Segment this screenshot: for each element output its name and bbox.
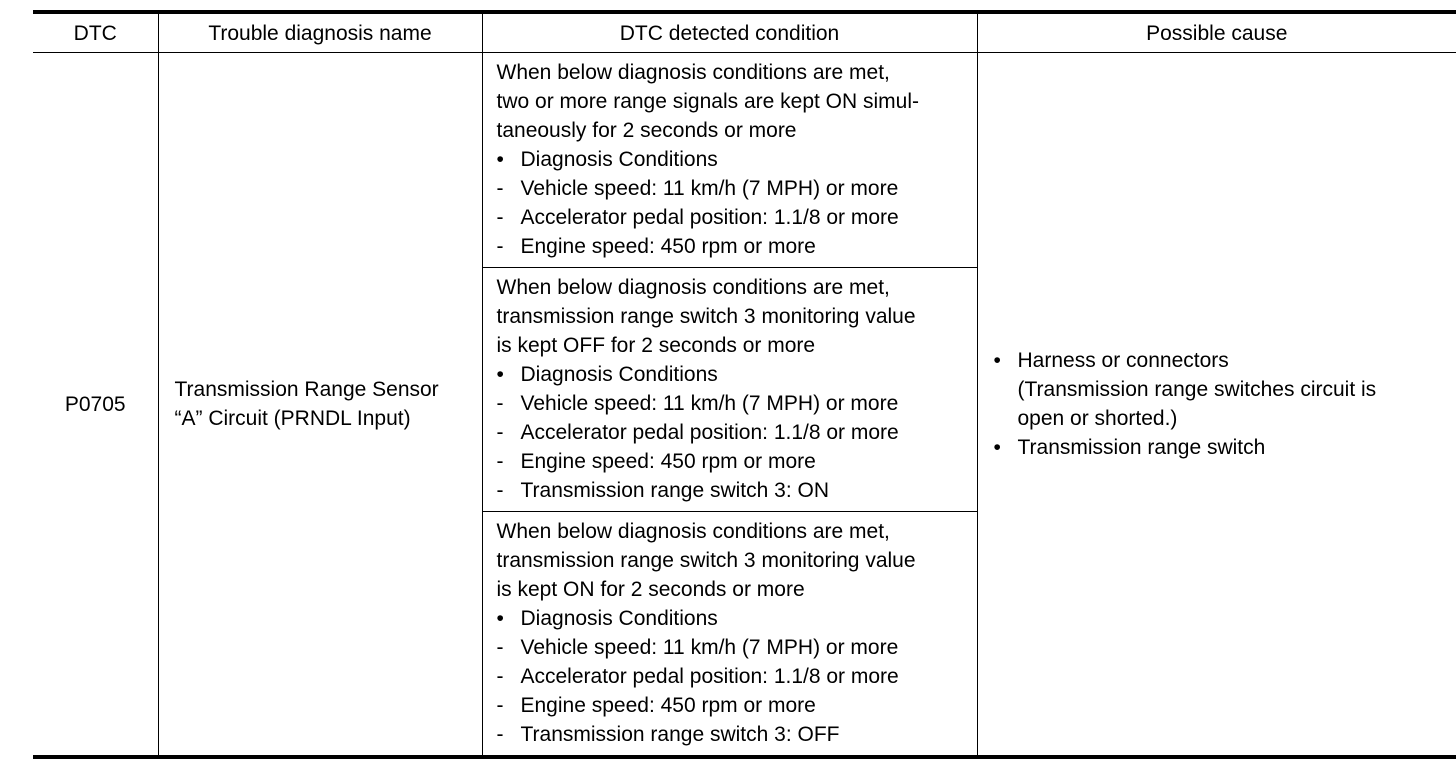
condition-bullet (497, 360, 967, 389)
dash-mark: - (496, 723, 504, 746)
condition-item (497, 476, 967, 505)
condition-intro-line: transmission range switch 3 monitoring value (496, 305, 916, 328)
header-trouble-diagnosis-name: Trouble diagnosis name (158, 12, 482, 53)
header-row (33, 12, 1456, 53)
condition-item-text: Accelerator pedal position: 1.1/8 or more (520, 206, 899, 229)
condition-item-text: Vehicle speed: 11 km/h (7 MPH) or more (520, 636, 899, 659)
table-row (33, 53, 1456, 758)
condition-item-text: Transmission range switch 3: ON (520, 479, 829, 502)
dash-mark: - (496, 450, 504, 473)
condition-bullet (497, 604, 967, 633)
header-dtc: DTC (33, 12, 158, 53)
bullet-mark: • (496, 363, 504, 386)
condition-bullet-text: Diagnosis Conditions (520, 363, 718, 386)
dtc-code: P0705 (64, 392, 126, 416)
cause-line: (Transmission range switches circuit is (1017, 378, 1377, 401)
condition-item (497, 633, 967, 662)
condition-item-text: Vehicle speed: 11 km/h (7 MPH) or more (520, 392, 899, 415)
cause-line: Transmission range switch (1017, 436, 1266, 459)
condition-bullet-text: Diagnosis Conditions (520, 148, 718, 171)
cause-item (994, 433, 1456, 462)
condition-item (497, 389, 967, 418)
header-possible-cause: Possible cause (977, 12, 1456, 53)
condition-item (497, 447, 967, 476)
dash-mark: - (496, 636, 504, 659)
condition-item (497, 691, 967, 720)
cause-item (994, 346, 1456, 433)
dash-mark: - (496, 665, 504, 688)
condition-item-text: Accelerator pedal position: 1.1/8 or more (520, 421, 899, 444)
dash-mark: - (496, 177, 504, 200)
condition-intro-line: taneously for 2 seconds or more (496, 119, 797, 142)
condition-item (497, 662, 967, 691)
possible-causes (977, 53, 1456, 758)
condition-intro-line: When below diagnosis conditions are met, (496, 276, 890, 299)
condition-item-text: Engine speed: 450 rpm or more (520, 235, 816, 258)
condition-block (483, 53, 977, 268)
cause-line: Harness or connectors (1017, 349, 1229, 372)
condition-item-text: Accelerator pedal position: 1.1/8 or more (520, 665, 899, 688)
dash-mark: - (496, 421, 504, 444)
condition-block (483, 512, 977, 755)
condition-item-text: Vehicle speed: 11 km/h (7 MPH) or more (520, 177, 899, 200)
condition-item (497, 720, 967, 749)
condition-item (497, 203, 967, 232)
bullet-mark: • (993, 349, 1001, 372)
condition-block (483, 268, 977, 512)
condition-intro-line: two or more range signals are kept ON simul- (496, 90, 919, 113)
condition-bullet-text: Diagnosis Conditions (520, 607, 718, 630)
diagnosis-name-line: Transmission Range Sensor (174, 378, 439, 401)
condition-item-text: Transmission range switch 3: OFF (520, 723, 840, 746)
dash-mark: - (496, 694, 504, 717)
trouble-diagnosis-name (158, 53, 482, 758)
condition-item (497, 232, 967, 261)
condition-intro-line: When below diagnosis conditions are met, (496, 520, 890, 543)
condition-item (497, 174, 967, 203)
dash-mark: - (496, 206, 504, 229)
dash-mark: - (496, 392, 504, 415)
cause-line: open or shorted.) (1017, 407, 1178, 430)
condition-intro-line: is kept OFF for 2 seconds or more (496, 334, 816, 357)
condition-item-text: Engine speed: 450 rpm or more (520, 694, 816, 717)
dtc-table (33, 10, 1456, 759)
dash-mark: - (496, 235, 504, 258)
diagnosis-name-line: “A” Circuit (PRNDL Input) (174, 407, 411, 430)
condition-bullet (497, 145, 967, 174)
bullet-mark: • (496, 148, 504, 171)
bullet-mark: • (496, 607, 504, 630)
dash-mark: - (496, 479, 504, 502)
condition-intro-line: When below diagnosis conditions are met, (496, 61, 890, 84)
header-dtc-detected-condition: DTC detected condition (482, 12, 977, 53)
condition-item-text: Engine speed: 450 rpm or more (520, 450, 816, 473)
detected-conditions (482, 53, 977, 758)
condition-item (497, 418, 967, 447)
condition-intro-line: transmission range switch 3 monitoring value (496, 549, 916, 572)
bullet-mark: • (993, 436, 1001, 459)
condition-intro-line: is kept ON for 2 seconds or more (496, 578, 805, 601)
